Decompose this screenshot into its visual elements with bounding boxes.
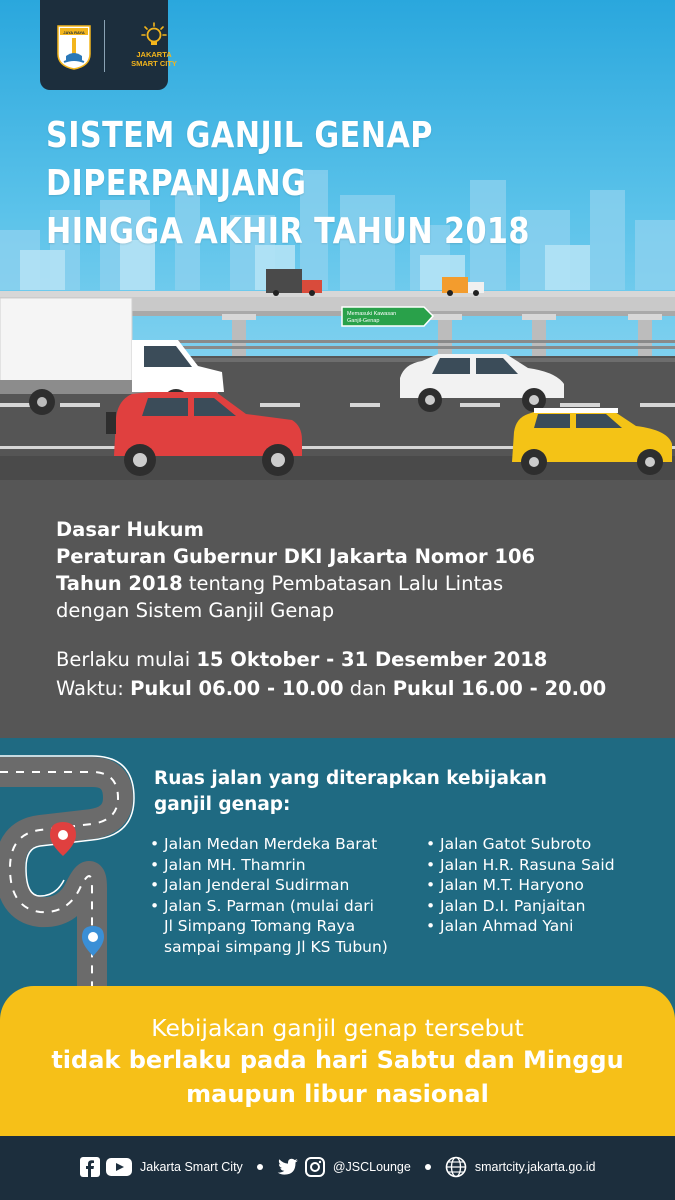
routes-heading-line2: ganjil genap: bbox=[154, 794, 291, 815]
list-item: • Jalan Ahmad Yani bbox=[426, 916, 615, 937]
website-label[interactable]: smartcity.jakarta.go.id bbox=[474, 1160, 596, 1174]
title-line-1: SISTEM GANJIL GENAP bbox=[46, 115, 433, 156]
routes-list-right bbox=[426, 834, 615, 937]
hero-banner bbox=[0, 0, 675, 480]
list-item bbox=[150, 896, 388, 958]
parman-line3: sampai simpang Jl KS Tubun) bbox=[164, 937, 388, 956]
dki-jakarta-crest-logo bbox=[56, 24, 92, 70]
separator-dot bbox=[425, 1164, 431, 1170]
list-item: • Jalan Jenderal Sudirman bbox=[150, 875, 388, 896]
globe-icon[interactable] bbox=[445, 1156, 467, 1178]
logo-header bbox=[40, 0, 177, 90]
note-line-1: Kebijakan ganjil genap tersebut bbox=[151, 1014, 524, 1042]
logo-divider bbox=[104, 20, 105, 72]
legal-basis-heading: Dasar Hukum bbox=[56, 518, 204, 541]
list-item: • Jalan M.T. Haryono bbox=[426, 875, 615, 896]
separator-dot bbox=[257, 1164, 263, 1170]
time-range-2: Pukul 16.00 - 20.00 bbox=[392, 677, 607, 700]
title-line-3: HINGGA AKHIR TAHUN 2018 bbox=[46, 211, 530, 252]
routes-section bbox=[0, 738, 675, 1028]
list-item: • Jalan MH. Thamrin bbox=[150, 855, 388, 876]
valid-dates: 15 Oktober - 31 Desember 2018 bbox=[196, 648, 548, 671]
jsc-bulb-icon bbox=[141, 22, 167, 48]
jsc-logo-text: JAKARTA SMART CITY bbox=[131, 50, 177, 68]
start-pin-icon bbox=[50, 822, 76, 856]
parman-line2: Jl Simpang Tomang Raya bbox=[164, 917, 356, 935]
list-item: • Jalan Medan Merdeka Barat bbox=[150, 834, 388, 855]
valid-label: Berlaku mulai bbox=[56, 648, 197, 671]
regulation-line-3: dengan Sistem Ganjil Genap bbox=[56, 599, 335, 622]
road-sign-line1: Memasuki Kawasan bbox=[347, 311, 397, 317]
time-and: dan bbox=[343, 677, 393, 700]
routes-list-left bbox=[150, 834, 388, 957]
twitter-icon[interactable] bbox=[277, 1157, 299, 1177]
routes-heading-line1: Ruas jalan yang diterapkan kebijakan bbox=[154, 768, 547, 789]
crest-text: JAYA RAYA bbox=[63, 30, 85, 35]
page-title bbox=[46, 112, 622, 256]
list-item: • Jalan D.I. Panjaitan bbox=[426, 896, 615, 917]
facebook-icon[interactable] bbox=[80, 1157, 100, 1177]
list-item: • Jalan H.R. Rasuna Said bbox=[426, 855, 615, 876]
winding-road-illustration bbox=[0, 738, 150, 1028]
youtube-icon[interactable] bbox=[106, 1157, 132, 1177]
title-line-2: DIPERPANJANG bbox=[46, 163, 307, 204]
footer bbox=[0, 1136, 675, 1200]
facebook-youtube-label[interactable]: Jakarta Smart City bbox=[140, 1160, 243, 1174]
list-item: • Jalan Gatot Subroto bbox=[426, 834, 615, 855]
exception-note bbox=[0, 986, 675, 1136]
regulation-rest-2: tentang Pembatasan Lalu Lintas bbox=[182, 572, 504, 595]
note-line-3: maupun libur nasional bbox=[186, 1080, 489, 1108]
road-sign-line2: Ganjil-Genap bbox=[347, 318, 380, 324]
routes-heading bbox=[154, 766, 547, 818]
instagram-icon[interactable] bbox=[305, 1157, 325, 1177]
parman-line1: • Jalan S. Parman (mulai dari bbox=[164, 896, 374, 915]
regulation-bold-2: Tahun 2018 bbox=[56, 572, 183, 595]
legal-basis-section bbox=[0, 480, 675, 738]
twitter-instagram-label[interactable]: @JSCLounge bbox=[332, 1160, 411, 1174]
time-range-1: Pukul 06.00 - 10.00 bbox=[130, 677, 344, 700]
time-label: Waktu: bbox=[56, 677, 131, 700]
regulation-bold-1: Peraturan Gubernur DKI Jakarta Nomor 106 bbox=[56, 545, 536, 568]
note-line-2: tidak berlaku pada hari Sabtu dan Minggu bbox=[51, 1046, 624, 1074]
